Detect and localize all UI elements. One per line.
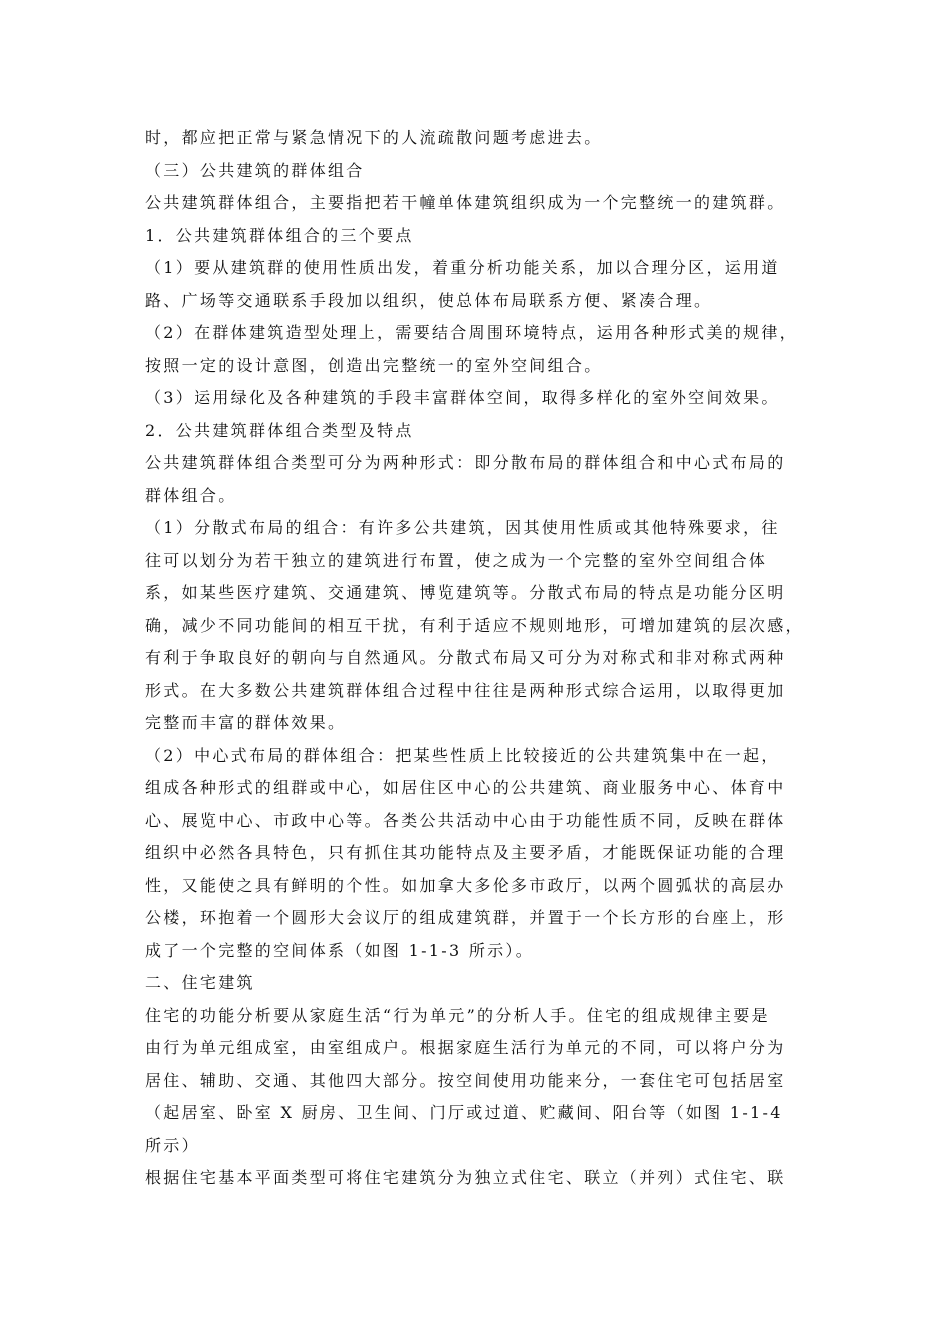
text-line: 系，如某些医疗建筑、交通建筑、博览建筑等。分散式布局的特点是功能分区明: [145, 583, 786, 602]
text-line: 时，都应把正常与紧急情况下的人流疏散问题考虑进去。: [145, 128, 603, 147]
section-heading: 二、住宅建筑: [145, 973, 255, 992]
text-line: 按照一定的设计意图，创造出完整统一的室外空间组合。: [145, 355, 603, 375]
text-line: 成了一个完整的空间体系（如图 1-1-3 所示）。: [145, 940, 535, 960]
text-line: 由行为单元组成室，由室组成户。根据家庭生活行为单元的不同，可以将户分为: [145, 1038, 786, 1057]
text-line: 形式。在大多数公共建筑群体组合过程中往往是两种形式综合运用，以取得更加: [145, 680, 786, 700]
text-line: 心、展览中心、市政中心等。各类公共活动中心由于功能性质不同，反映在群体: [145, 810, 786, 830]
text-line: （2）中心式布局的群体组合：把某些性质上比较接近的公共建筑集中在一起，: [145, 745, 780, 765]
text-line: 完整而丰富的群体效果。: [145, 713, 347, 732]
subsection-heading: 2．公共建筑群体组合类型及特点: [145, 420, 414, 440]
subsection-heading: 1．公共建筑群体组合的三个要点: [145, 225, 414, 245]
text-line: （起居室、卧室 X 厨房、卫生间、门厅或过道、贮藏间、阳台等（如图 1-1-4: [145, 1103, 783, 1122]
text-line: 往可以划分为若干独立的建筑进行布置，使之成为一个完整的室外空间组合体: [145, 550, 768, 570]
text-line: （3）运用绿化及各种建筑的手段丰富群体空间，取得多样化的室外空间效果。: [145, 388, 780, 407]
text-line: 路、广场等交通联系手段加以组织，使总体布局联系方便、紧凑合理。: [145, 290, 713, 310]
text-line: 所示）: [145, 1135, 200, 1155]
text-line: 公共建筑群体组合类型可分为两种形式：即分散布局的群体组合和中心式布局的: [145, 453, 786, 472]
text-line: （2）在群体建筑造型处理上，需要结合周围环境特点，运用各种形式美的规律，: [145, 323, 798, 342]
text-line: 住宅的功能分析要从家庭生活“行为单元”的分析人手。住宅的组成规律主要是: [145, 1005, 770, 1025]
text-line: 有利于争取良好的朝向与自然通风。分散式布局又可分为对称式和非对称式两种: [145, 648, 786, 667]
text-line: （1）分散式布局的组合：有许多公共建筑，因其使用性质或其他特殊要求，往: [145, 518, 780, 537]
text-line: 群体组合。: [145, 485, 237, 505]
document-body: [145, 122, 805, 1195]
section-heading: （三）公共建筑的群体组合: [145, 160, 365, 180]
text-line: （1）要从建筑群的使用性质出发，着重分析功能关系，加以合理分区，运用道: [145, 258, 780, 277]
text-line: 居住、辅助、交通、其他四大部分。按空间使用功能来分，一套住宅可包括居室: [145, 1070, 786, 1090]
text-line: 组织中必然各具特色，只有抓住其功能特点及主要矛盾，才能既保证功能的合理: [145, 843, 786, 862]
text-line: 确，减少不同功能间的相互干扰，有利于适应不规则地形，可增加建筑的层次感，: [145, 615, 804, 635]
text-line: 性，又能使之具有鲜明的个性。如加拿大多伦多市政厅，以两个圆弧状的高层办: [145, 875, 786, 895]
text-line: 组成各种形式的组群或中心，如居住区中心的公共建筑、商业服务中心、体育中: [145, 778, 786, 797]
text-line: 公楼，环抱着一个圆形大会议厅的组成建筑群，并置于一个长方形的台座上，形: [145, 908, 786, 927]
text-line: 根据住宅基本平面类型可将住宅建筑分为独立式住宅、联立（并列）式住宅、联: [145, 1168, 786, 1187]
text-line: 公共建筑群体组合，主要指把若干幢单体建筑组织成为一个完整统一的建筑群。: [145, 193, 786, 212]
